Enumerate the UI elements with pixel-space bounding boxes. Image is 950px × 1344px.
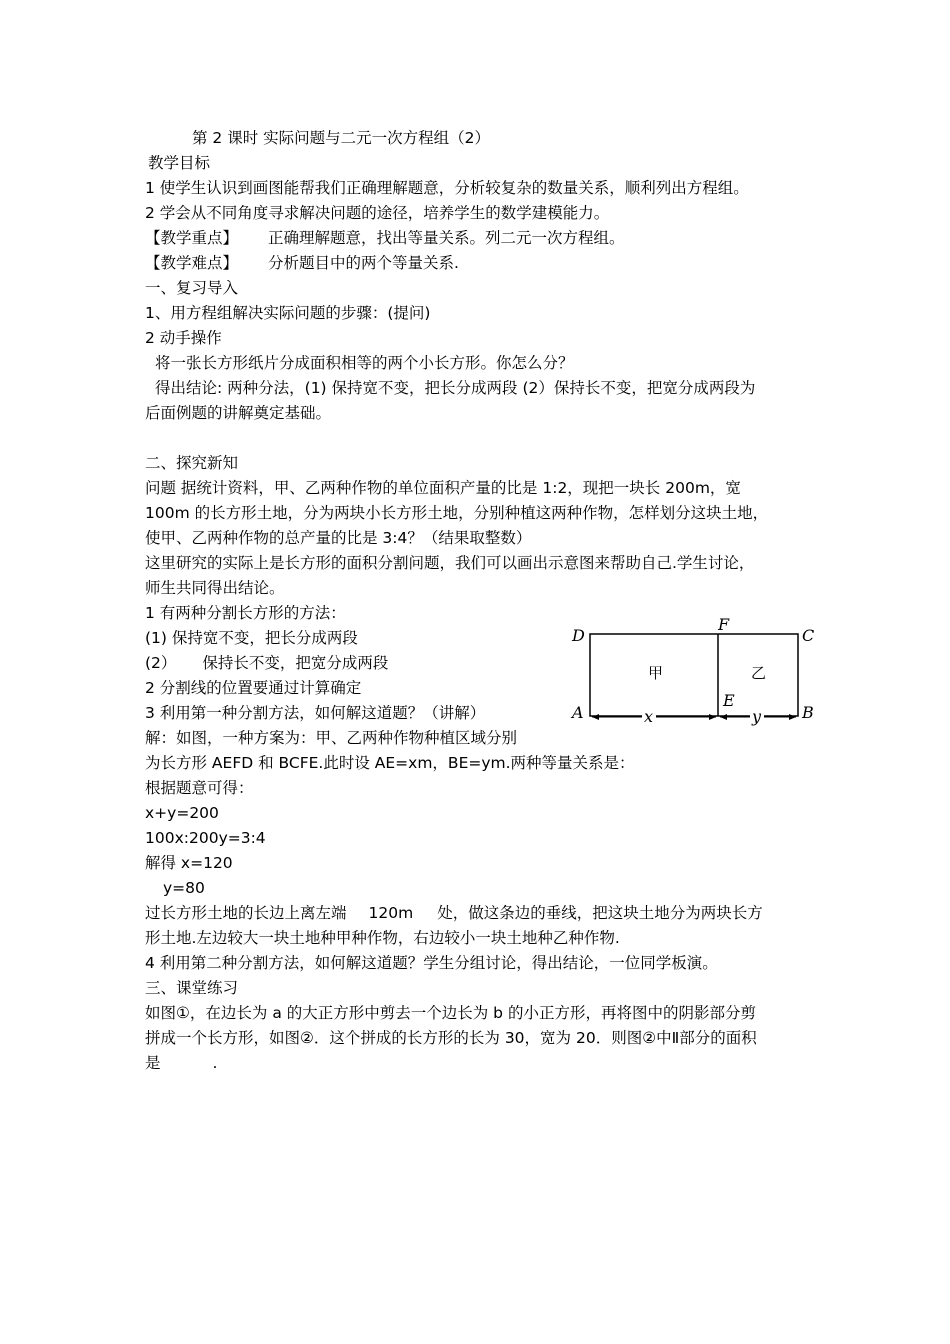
- arrowhead-x-left: [592, 714, 599, 720]
- section-1-item-2: 2 动手操作: [145, 329, 222, 347]
- section-1-question: 将一张长方形纸片分成面积相等的两个小长方形。你怎么分？: [155, 354, 574, 372]
- objective-1: 1 使学生认识到画图能帮我们正确理解题意，分析较复杂的数量关系，顺利列出方程组。: [145, 179, 749, 197]
- result-y: y=80: [163, 879, 205, 897]
- label-f: F: [718, 615, 730, 634]
- problem-line-3: 使甲、乙两种作物的总产量的比是 3:4？（结果取整数）: [145, 529, 532, 547]
- section-1-conclusion-1: 得出结论: 两种分法，(1) 保持宽不变，把长分成两段 (2）保持长不变，把宽分成两段为: [155, 379, 756, 397]
- exercise-line-1: 如图①，在边长为 a 的大正方形中剪去一个边长为 b 的小正方形，再将图中的阴影部分剪: [145, 1004, 756, 1022]
- equation-2: 100x:200y=3:4: [145, 829, 266, 847]
- section-1-item-1: 1、用方程组解决实际问题的步骤：(提问): [145, 304, 431, 322]
- solution-line-3: 根据题意可得：: [145, 779, 254, 797]
- label-x: x: [644, 707, 654, 726]
- label-b: B: [802, 703, 814, 722]
- difficulty-label: 【教学难点】: [145, 254, 239, 272]
- label-y: y: [752, 707, 762, 726]
- problem-line-2: 100m 的长方形土地，分为两块小长方形土地，分别种植这两种作物，怎样划分这块土地，: [145, 504, 769, 522]
- analysis-line-1: 这里研究的实际上是长方形的面积分割问题，我们可以画出示意图来帮助自己.学生讨论，: [145, 554, 755, 572]
- arrowhead-x-right: [709, 714, 716, 720]
- label-e: E: [723, 691, 735, 710]
- exercise-part-a: 是: [145, 1054, 161, 1072]
- conclusion-distance: 120m: [368, 904, 414, 922]
- section-1-heading: 一、复习导入: [145, 279, 239, 297]
- method-position: 2 分割线的位置要通过计算确定: [145, 679, 362, 697]
- label-c: C: [802, 626, 815, 645]
- result-x: 解得 x=120: [145, 854, 233, 872]
- section-1-conclusion-2: 后面例题的讲解奠定基础。: [145, 404, 332, 422]
- rectangle-partition-diagram: [568, 612, 818, 732]
- objective-2: 2 学会从不同角度寻求解决问题的途径，培养学生的数学建模能力。: [145, 204, 610, 222]
- conclusion-part-c: 处，做这条边的垂线，把这块土地分为两块长方: [437, 904, 763, 922]
- difficulty-line: [145, 253, 459, 273]
- exercise-line-2: 拼成一个长方形，如图②．这个拼成的长方形的长为 30，宽为 20．则图②中Ⅱ部分的面积: [145, 1029, 757, 1047]
- solution-line-1: 解：如图，一种方案为：甲、乙两种作物种植区域分别: [145, 729, 518, 747]
- key-point-text: 正确理解题意，找出等量关系。列二元一次方程组。: [268, 229, 625, 247]
- page-title: 第 2 课时 实际问题与二元一次方程组（2）: [192, 129, 491, 147]
- field-rectangle: [590, 634, 798, 716]
- region-jia: 甲: [648, 664, 664, 682]
- analysis-line-2: 师生共同得出结论。: [145, 579, 285, 597]
- key-point-label: 【教学重点】: [145, 229, 239, 247]
- method-1: (1) 保持宽不变，把长分成两段: [145, 629, 358, 647]
- methods-heading: 1 有两种分割长方形的方法：: [145, 604, 346, 622]
- label-d: D: [572, 626, 585, 645]
- problem-line-1: 问题 据统计资料，甲、乙两种作物的单位面积产量的比是 1:2，现把一块长 200m，宽: [145, 479, 741, 497]
- method-question-4: 4 利用第二种分割方法，如何解这道题？学生分组讨论，得出结论，一位同学板演。: [145, 954, 718, 972]
- label-a: A: [572, 703, 584, 722]
- arrowhead-y-left: [720, 714, 727, 720]
- conclusion-part-a: 过长方形土地的长边上离左端: [145, 904, 347, 922]
- objectives-heading: 教学目标: [148, 154, 211, 172]
- exercise-part-b: .: [212, 1054, 218, 1072]
- conclusion-line-1: [145, 903, 763, 923]
- exercise-line-3: [145, 1053, 217, 1073]
- difficulty-text: 分析题目中的两个等量关系.: [268, 254, 459, 272]
- method-2: [145, 653, 388, 673]
- method-2-text: 保持长不变，把宽分成两段: [202, 654, 389, 672]
- method-2-number: (2）: [145, 654, 177, 672]
- section-2-heading: 二、探究新知: [145, 454, 239, 472]
- solution-line-2: 为长方形 AEFD 和 BCFE.此时设 AE=xm，BE=ym.两种等量关系是：: [145, 754, 635, 772]
- region-yi: 乙: [751, 664, 767, 682]
- conclusion-line-2: 形土地.左边较大一块土地种甲种作物，右边较小一块土地种乙种作物.: [145, 929, 620, 947]
- equation-1: x+y=200: [145, 804, 219, 822]
- arrowhead-y-right: [789, 714, 796, 720]
- key-point-line: [145, 228, 625, 248]
- section-3-heading: 三、课堂练习: [145, 979, 239, 997]
- method-question-3: 3 利用第一种分割方法，如何解这道题？（讲解）: [145, 704, 486, 722]
